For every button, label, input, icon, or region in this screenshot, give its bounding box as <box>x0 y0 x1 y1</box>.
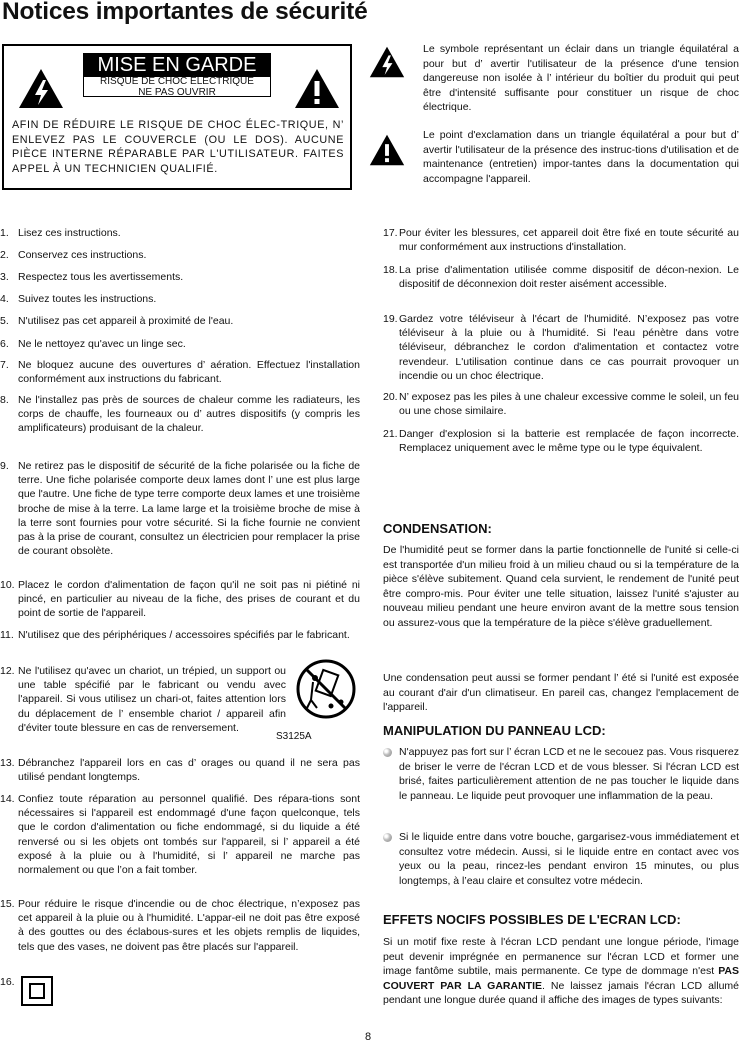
item-number: 10. <box>0 579 15 591</box>
page-title: Notices importantes de sécurité <box>2 0 368 25</box>
item-number: 5. <box>0 315 9 327</box>
item-number: 17. <box>383 227 398 239</box>
bullet-text: Si le liquide entre dans votre bouche, gargarisez-vous immédiatement et consultez votre médecin. Aussi, si le liquide entre en contact avec vos yeux ou la peau, rincez-les pendant environ 15 minutes, ou plus longtemps, à l’eau claire et consultez votre médecin. <box>399 831 739 887</box>
item-number: 8. <box>0 394 9 406</box>
caution-subtitle-1: RISQUE DE CHOC ÉLECTRIQUE <box>100 76 254 87</box>
item-number: 16. <box>0 976 15 988</box>
item-text: N’ exposez pas les piles à une chaleur excessive comme le soleil, un feu ou une chose similaire. <box>399 391 739 418</box>
bullet-icon <box>383 833 392 842</box>
item-text: Gardez votre téléviseur à l'écart de l'humidité. N’exposez pas votre téléviseur à la pluie ou à l'humidité. Si l'eau pénètre dans votre téléviseur, débranchez le cordon d'alimentation et contactez votre revendeur. L'utilisation continue dans ce cas pourrait provoquer un incendie ou un choc électrique. <box>399 313 739 382</box>
item-text: Pour éviter les blessures, cet appareil doit être fixé en toute sécurité au mur conformément aux instructions d'installation. <box>399 227 739 254</box>
item-number: 11. <box>0 629 14 641</box>
item-number: 2. <box>0 249 9 261</box>
item-text: La prise d'alimentation utilisée comme dispositif de décon-nexion. Le dispositif de déconnexion doit rester aisément accessible. <box>399 264 739 291</box>
cart-code: S3125A <box>276 731 312 742</box>
item-text: Confiez toute réparation au personnel qualifié. Des répara-tions sont nécessaires si l'appareil est endommagé d'une façon quelconque, tels que le cordon d'alimentation ou fiche endommagé, si du liquide a été renversé ou si les objets ont tombés sur l'appareil, si l’ appareil a été exposé à la pluie ou à l'humidité, si l’ appareil ne marche pas normalement ou que l’on a fait tomber. <box>18 793 360 877</box>
item-text: Ne l'installez pas près de sources de chaleur comme les radiateurs, les corps de chauffe, les fourneaux ou d’ autres dispositifs (y compris les amplificateurs) produisant de la chaleur. <box>18 394 360 435</box>
condensation-paragraph-1: De l'humidité peut se former dans la partie fonctionnelle de l'unité si celle-ci est transportée d'un milieu froid à un milieu chaud ou si la température de la pièce s'élève subitement. Quand cela survient, le rendement de l'unité peut être compro-mis. Pour éviter une telle situation, laissez l'unité s'ajuster au nouveau milieu pendant une heure environ avant de la mettre sous tension ou assurez-vous que la température de la pièce s'élève graduellement. <box>383 544 739 629</box>
item-text: Ne bloquez aucune des ouvertures d’ aération. Effectuez l'installation conformément aux instructions du fabricant. <box>18 359 360 386</box>
page-number: 8 <box>365 1031 372 1043</box>
item-text: N'utilisez que des périphériques / accessoires spécifiés par le fabricant. <box>18 629 350 641</box>
bullet-icon <box>383 748 392 757</box>
double-insulation-icon <box>21 976 53 1006</box>
item-number: 12. <box>0 665 15 677</box>
item-number: 14. <box>0 793 15 805</box>
exclamation-triangle-icon <box>369 134 405 166</box>
caution-subtitle-2: NE PAS OUVRIR <box>138 86 216 98</box>
lcd-effects-text: Si un motif fixe reste à l'écran LCD pendant une longue période, l'image peut devenir imprégnée en permanence sur l'écran LCD et former une image fantôme subtile, mais permanente. Ce type de dommage n'est <box>383 936 739 978</box>
item-text: Conservez ces instructions. <box>18 249 147 261</box>
lcd-effects-text-end: . Ne laissez jamais l'écran LCD allumé pendant une longue durée quand il affiche des images de types suivants: <box>383 979 740 1007</box>
lcd-handling-heading: MANIPULATION DU PANNEAU LCD: <box>383 723 606 738</box>
item-text: Suivez toutes les instructions. <box>18 293 157 305</box>
item-text: Lisez ces instructions. <box>18 227 121 239</box>
item-number: 3. <box>0 271 9 283</box>
item-text: Débranchez l'appareil lors en cas d’ orages ou quand il ne sera pas utilisé pendant longtemps. <box>18 757 360 784</box>
lightning-triangle-icon <box>18 68 64 109</box>
item-number: 4. <box>0 293 9 305</box>
caution-label: MISE EN GARDE <box>84 54 270 77</box>
bullet-text: N'appuyez pas fort sur l’ écran LCD et ne le secouez pas. Vous risquerez de briser le verre de l'écran LCD et de vous blesser. Si l'écran LCD est brisé, faites particulièrement attention de ne pas toucher le liquide dans le panneau. Le liquide peut provoquer une inflammation de la peau. <box>399 746 739 802</box>
item-number: 18. <box>383 264 398 276</box>
item-number: 7. <box>0 359 9 371</box>
item-number: 21. <box>383 428 398 440</box>
lightning-symbol-explanation: Le symbole représentant un éclair dans un triangle équilatéral a pour but d’ avertir l'utilisateur de la présence d'une tension dangereuse non isolée à l’ intérieur du boîtier du produit qui peut être d'intensité suffisante pour constituer un risque de choc électrique. <box>423 43 739 114</box>
caution-box <box>2 44 352 190</box>
warranty-note: PAS COUVERT PAR LA GARANTIE <box>383 965 739 992</box>
condensation-paragraph-2: Une condensation peut aussi se former pendant l’ été si l'unité est exposée au courant d'air d'un climatiseur. En pareil cas, changez l'emplacement de l'appareil. <box>383 672 739 714</box>
item-number: 15. <box>0 898 15 910</box>
item-number: 19. <box>383 313 398 325</box>
exclamation-triangle-icon <box>294 68 340 109</box>
item-number: 20. <box>383 391 398 403</box>
lcd-effects-heading: EFFETS NOCIFS POSSIBLES DE L'ECRAN LCD: <box>383 912 681 927</box>
item-text: Danger d'explosion si la batterie est remplacée de façon incorrecte. Remplacez uniquement avec le même type ou le type équivalent. <box>399 428 739 455</box>
item-text: Respectez tous les avertissements. <box>18 271 184 283</box>
item-text: N'utilisez pas cet appareil à proximité de l'eau. <box>18 315 234 327</box>
lightning-triangle-icon <box>369 46 405 78</box>
exclamation-symbol-explanation: Le point d'exclamation dans un triangle équilatéral a pour but d’ avertir l'utilisateur de la présence des instruc-tions d'utilisation et de maintenance (entretien) impor-tantes dans la documentation qui accompagne l'appareil. <box>423 129 739 185</box>
caution-text: AFIN DE RÉDUIRE LE RISQUE DE CHOC ÉLEC-TRIQUE, N’ ENLEVEZ PAS LE COUVERCLE (OU LE DOS). AUCUNE PIÈCE INTERNE RÉPARABLE PAR L'UTILISATEUR. FAITES APPEL À UN TECHNICIEN QUALIFIÉ. <box>12 119 344 175</box>
item-number: 9. <box>0 460 9 472</box>
condensation-heading: CONDENSATION: <box>383 521 492 536</box>
item-number: 6. <box>0 338 9 350</box>
item-text: Ne le nettoyez qu'avec un linge sec. <box>18 338 186 350</box>
item-number: 1. <box>0 227 9 239</box>
item-text: Ne retirez pas le dispositif de sécurité de la fiche polarisée ou la fiche de terre. Une fiche polarisée comporte deux lames dont l’ une est plus large que l'autre. Une fiche de type terre comporte deux lames et une troisième broche de mise à la terre. La lame large et la troisième broche de mise à la terre sont fournies pour votre sécurité. Si la fiche fournie ne convient pas à la prise de courant, consultez un électricien pour remplacer la prise de courant obsolète. <box>18 460 360 558</box>
item-text: Placez le cordon d'alimentation de façon qu'il ne soit pas ni piétiné ni pincé, en particulier au niveau de la fiche, des prises de courant et du point de sortie de l'appareil. <box>18 579 360 620</box>
cart-tipover-icon <box>295 658 357 726</box>
lcd-effects-paragraph <box>383 935 739 1008</box>
item-text: Pour réduire le risque d'incendie ou de choc électrique, n’exposez pas cet appareil à la pluie ou à l'humidité. L'appar-eil ne doit pas être exposé à des gouttes ou des éclabous-sures et les objets remplis de liquides, tels que des vases, ne doivent pas être placés sur l'appareil. <box>18 898 360 953</box>
caution-header <box>83 53 271 97</box>
item-number: 13. <box>0 757 15 769</box>
item-text: Ne l'utilisez qu'avec un chariot, un trépied, un support ou une table spécifié par le fabricant ou vendu avec l'appareil. Si vous utilisez un chari-ot, faites attention lors du déplacement de l’ ensemble chariot / appareil afin d'éviter toute blessure en cas de renversement. <box>18 665 286 734</box>
